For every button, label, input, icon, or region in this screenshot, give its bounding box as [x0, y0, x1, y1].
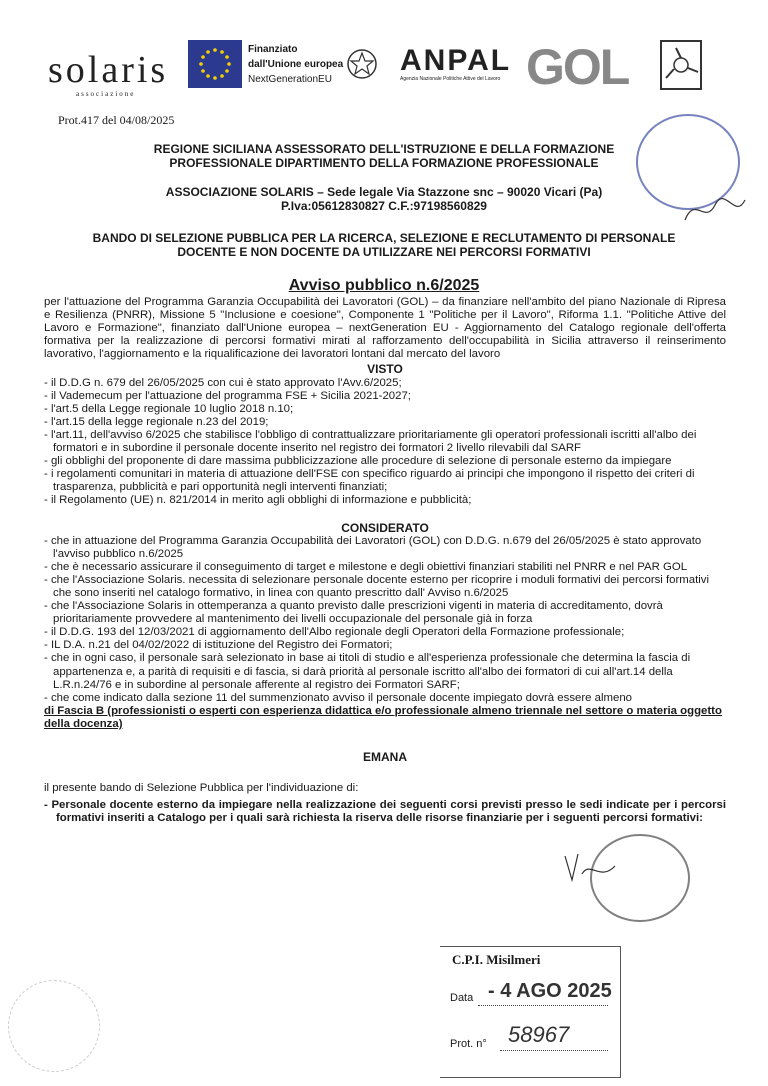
association-header: [0, 185, 768, 213]
association-line2: P.Iva:05612830827 C.F.:97198560829: [281, 199, 487, 213]
region-line2: PROFESSIONALE DIPARTIMENTO DELLA FORMAZIONE PROFESSIONALE: [169, 156, 599, 170]
bando-line2: DOCENTE E NON DOCENTE DA UTILIZZARE NEI PERCORSI FORMATIVI: [177, 245, 591, 259]
anpal-wordmark: ANPAL: [400, 44, 512, 77]
intro-paragraph: per l'attuazione del Programma Garanzia Occupabilità dei Lavoratori (GOL) – da finanziare nell'ambito del piano Nazionale di Ripresa e Resilienza (PNRR), Missione 5 "Inclusione e coesione", Componente 1 "Politiche per il Lavoro", Riforma 1.1. "Politiche Attive del Lavoro e Formazione", finanziato dall'Unione europea – nextGeneration EU - Aggiornamento del Catalogo regionale dell'offerta formativa per la realizzazione di percorsi formativi mirati al rafforzamento dell'occupabilità in Sicilia attraverso il reinserimento lavorativo, l'aggiornamento e la riqualificazione dei lavoratori lontani dal mercato del lavoro: [44, 296, 726, 361]
visto-item: - l'art.11, dell'avviso 6/2025 che stabilisce l'obbligo di contrattualizzare prioritariamente gli operatori professionali iscritti all'albo dei formatori e in subordine il personale docente inserito nel registro dei formatori 2 livello rilevabili dal SARF: [44, 428, 697, 455]
bando-line1: BANDO DI SELEZIONE PUBBLICA PER LA RICERCA, SELEZIONE E RECLUTAMENTO DI PERSONALE: [92, 231, 676, 245]
visto-item: - i regolamenti comunitari in materia di attuazione dell'FSE con specifico riguardo ai principi che impongono il rispetto dei criteri di trasparenza, pubblicità e pari opportunità negli interventi finanziati;: [44, 468, 695, 494]
cpi-date-value: - 4 AGO 2025: [488, 980, 612, 1002]
logo-row: [48, 40, 728, 100]
anpal-subtitle: Agenzia Nazionale Politiche Attive del Lavoro: [400, 76, 501, 82]
fascia-b-requirement: di Fascia B (professionisti o esperti con esperienza didattica e/o professionale almeno triennale nel settore o materia oggetto della docenza): [44, 704, 722, 730]
emana-intro: il presente bando di Selezione Pubblica per l'individuazione di:: [44, 782, 359, 795]
region-line1: REGIONE SICILIANA ASSESSORATO DELL'ISTRUZIONE E DELLA FORMAZIONE: [153, 142, 615, 156]
cpi-protocol-dotted-line: [500, 1050, 608, 1051]
eu-line2: dall'Unione europea: [248, 59, 344, 70]
cpi-protocol-label: Prot. n°: [450, 1038, 487, 1050]
cpi-date-label: Data: [450, 992, 474, 1004]
sicily-region-emblem-icon: [660, 40, 702, 90]
avviso-title: [0, 277, 768, 295]
italy-emblem-icon: [346, 44, 378, 84]
anpal-logo: [400, 44, 511, 82]
considerato-item: - IL D.A. n.21 del 04/02/2022 di istituzione del Registro dei Formatori;: [44, 639, 393, 652]
protocol-number: Prot.417 del 04/08/2025: [58, 113, 175, 127]
emana-title: EMANA: [363, 750, 407, 764]
cpi-stamp-title: C.P.I. Misilmeri: [452, 952, 541, 967]
association-line1: ASSOCIAZIONE SOLARIS – Sede legale Via Stazzone snc – 90020 Vicari (Pa): [165, 185, 603, 199]
visto-item: - il D.D.G n. 679 del 26/05/2025 con cui è stato approvato l'Avv.6/2025;: [44, 376, 402, 389]
gol-logo: GOL: [526, 39, 629, 95]
emana-bullet: - Personale docente esterno da impiegare nella realizzazione dei seguenti corsi previsti presso le sedi indicate per i percorsi formativi inseriti a Catalogo per i quali sarà richiesta la riserva delle risorse finanziarie per i seguenti percorsi formativi:: [44, 799, 726, 825]
signature-bottom: [560, 846, 620, 886]
solaris-subtitle: associazione: [76, 90, 136, 98]
considerato-item: - che come indicato dalla sezione 11 del summenzionato avviso il personale docente impiegato dovrà essere almeno: [44, 691, 633, 704]
eu-line3: NextGenerationEU: [248, 74, 332, 85]
visto-item: - il Regolamento (UE) n. 821/2014 in merito agli obblighi di informazione e pubblicità;: [44, 494, 472, 507]
cpi-date-dotted-line: [478, 1005, 608, 1006]
considerato-item: - che in ogni caso, il personale sarà selezionato in base ai titoli di studio e all'esperienza professionale che determina la fascia di appartenenza e, a parità di requisiti e di fascia, si darà priorità al personale iscritto all'albo dei formatori di cui all'art.14 della L.R.n.24/76 e in subordine al personale afferente al registro dei Formatori SARF;: [44, 652, 691, 691]
eu-flag-icon: [188, 40, 242, 88]
visto-item: - l'art.5 della Legge regionale 10 luglio 2018 n.10;: [44, 402, 294, 415]
visto-item: - l'art.15 della legge regionale n.23 del 2019;: [44, 415, 269, 428]
region-header: [0, 142, 768, 170]
considerato-item: - che l'Associazione Solaris. necessita di selezionare personale docente esterno per ricoprire i moduli formativi dei percorsi formativi che sono inseriti nel catalogo formativo, in linea con quanto prescritto dall' Avviso n.6/2025: [44, 573, 710, 599]
avviso-title-text: Avviso pubblico n.6/2025: [288, 277, 480, 294]
faint-stamp-bottom-left: [8, 980, 100, 1072]
cpi-protocol-value: 58967: [508, 1022, 570, 1047]
considerato-item: - che è necessario assicurare il conseguimento di target e milestone e degli obiettivi finanziari stabiliti nel PNRR e nel PAR GOL: [44, 560, 688, 573]
eu-line1: Finanziato: [248, 44, 298, 55]
visto-item: - gli obblighi del proponente di dare massima pubblicizzazione alle procedure di selezione di personale esterno da impiegare: [44, 455, 672, 468]
solaris-wordmark: solaris: [48, 49, 169, 91]
visto-title: VISTO: [367, 362, 403, 377]
considerato-item: - che l'Associazione Solaris in ottemperanza a quanto previsto dalle prescrizioni vigenti in materia di accreditamento, dovrà prioritariamente provvedere al mantenimento dei livelli occupazionale del personale già in forza: [44, 600, 663, 626]
document-body: [44, 296, 726, 825]
considerato-title: CONSIDERATO: [341, 520, 429, 535]
bando-header: [0, 231, 768, 259]
considerato-item: - che in attuazione del Programma Garanzia Occupabilità dei Lavoratori (GOL) con D.D.G. n.679 del 26/05/2025 è stato approvato l'avviso pubblico n.6/2025: [44, 534, 702, 560]
considerato-item: - il D.D.G. 193 del 12/03/2021 di aggiornamento dell'Albo regionale degli Operatori della Formazione professionale;: [44, 626, 625, 639]
visto-item: - il Vademecum per l'attuazione del programma FSE + Sicilia 2021-2027;: [44, 389, 411, 402]
